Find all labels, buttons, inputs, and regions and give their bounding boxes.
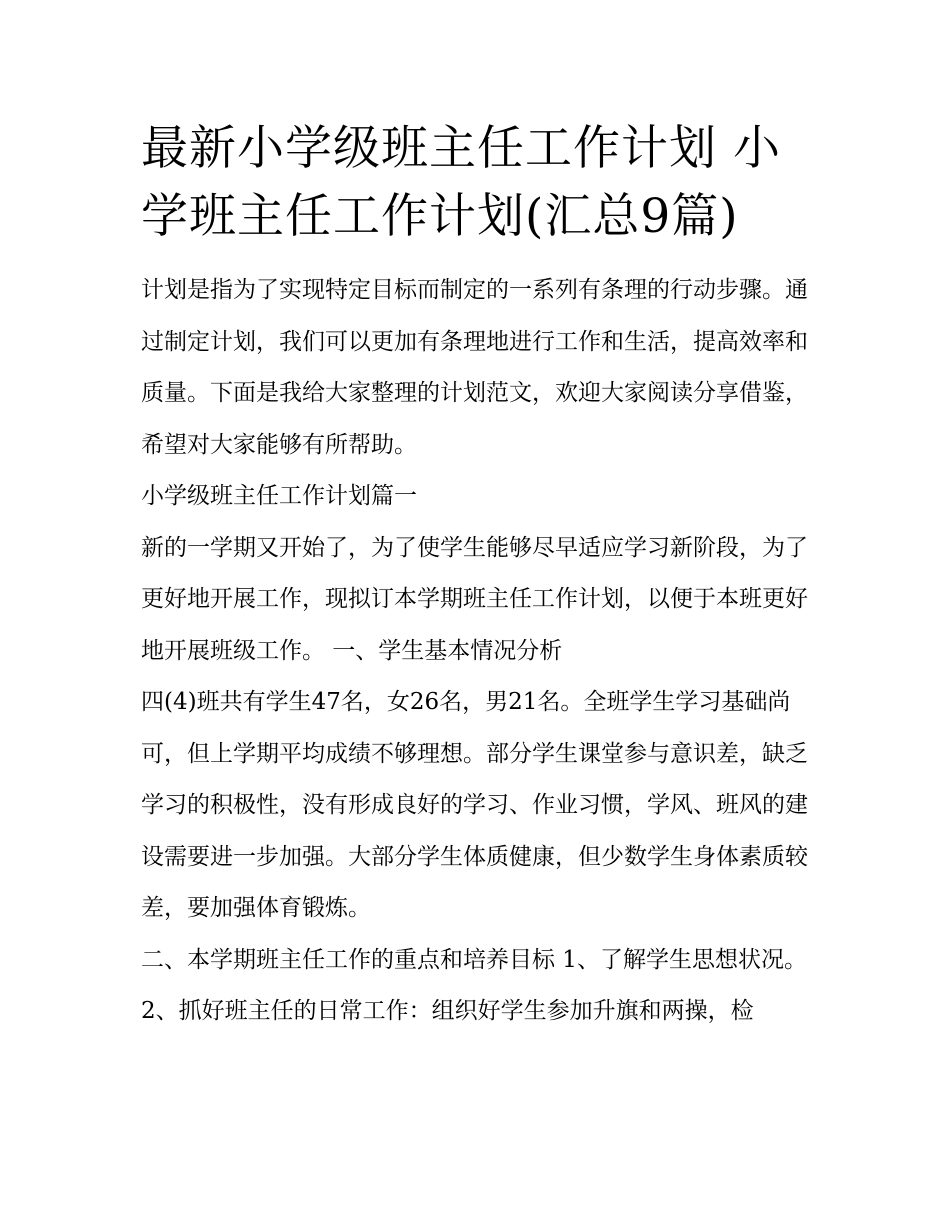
body-paragraph: 二、本学期班主任工作的重点和培养目标 1、了解学生思想状况。 <box>141 946 807 973</box>
document-body <box>141 115 821 1038</box>
body-paragraph: 四(4)班共有学生47名，女26名，男21名。全班学生学习基础尚可，但上学期平均成绩不够理想。部分学生课堂参与意识差，缺乏学习的积极性，没有形成良好的学习、作业习惯，学风、班风的建设需要进一步加强。大部分学生体质健康，但少数学生身体素质较差，要加强体育锻炼。 <box>141 689 808 921</box>
body-paragraph: 2、抓好班主任的日常工作：组织好学生参加升旗和两操，检 <box>141 998 754 1024</box>
document-title: 最新小学级班主任工作计划 小学班主任工作计划(汇总9篇) <box>141 121 781 244</box>
body-paragraph: 新的一学期又开始了，为了使学生能够尽早适应学习新阶段，为了更好地开展工作，现拟订本学期班主任工作计划，以便于本班更好地开展班级工作。 一、学生基本情况分析 <box>141 534 808 664</box>
intro-paragraph: 计划是指为了实现特定目标而制定的一系列有条理的行动步骤。通过制定计划，我们可以更加有条理地进行工作和生活，提高效率和质量。下面是我给大家整理的计划范文，欢迎大家阅读分享借鉴，希望对大家能够有所帮助。 <box>141 277 808 458</box>
section-heading: 小学级班主任工作计划篇一 <box>141 483 417 509</box>
